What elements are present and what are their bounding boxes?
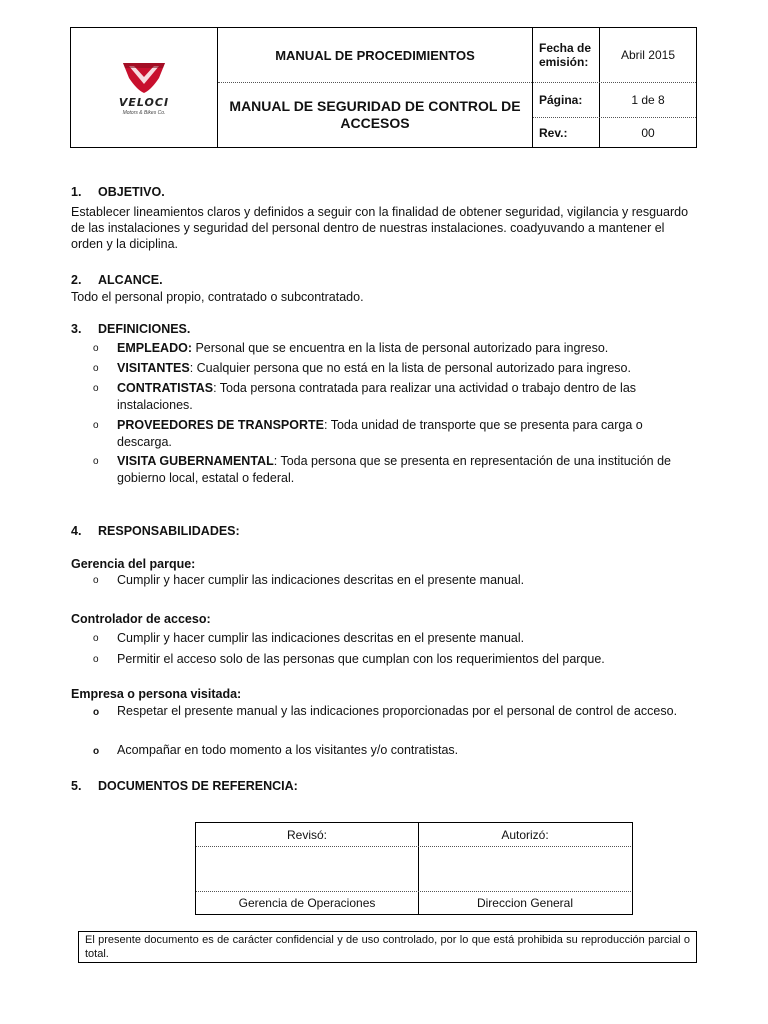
bullet-icon: o [93, 363, 99, 374]
confidentiality-notice: El presente documento es de carácter confidencial y de uso controlado, por lo que está prohibida su reproducción parcial o total. [78, 931, 697, 963]
subheading-gerencia: Gerencia del parque: [71, 557, 196, 571]
reviso-label: Revisó: [286, 827, 327, 842]
bullet-icon: o [93, 633, 99, 644]
responsibility-item: o Cumplir y hacer cumplir las indicaciones descritas en el presente manual. [93, 573, 525, 587]
section-heading-objetivo: 1. OBJETIVO. [71, 185, 165, 199]
rev-label: Rev.: [539, 125, 568, 140]
bullet-icon: o [93, 343, 99, 354]
subheading-empresa: Empresa o persona visitada: [71, 687, 242, 701]
definition-item: o CONTRATISTAS: Toda persona contratada para realizar una actividad o trabajo dentro de las instalaciones. [93, 381, 637, 412]
autorizo-label: Autorizó: [501, 827, 549, 842]
bullet-icon: o [93, 420, 99, 431]
bullet-icon: o [93, 383, 99, 394]
pagina-label: Página: [539, 93, 583, 107]
section-heading-documentos: 5. DOCUMENTOS DE REFERENCIA: [71, 779, 298, 793]
reviso-signature-space [196, 847, 418, 891]
alcance-text: Todo el personal propio, contratado o subcontratado. [71, 290, 364, 304]
section-heading-responsabilidades: 4. RESPONSABILIDADES: [71, 524, 240, 538]
section-heading-definiciones: 3. DEFINICIONES. [71, 322, 191, 336]
definition-item: o VISITA GUBERNAMENTAL: Toda persona que se presenta en representación de una institución de gobierno local, estatal o federal. [93, 454, 671, 485]
signature-table [195, 822, 633, 915]
manual-main-title: MANUAL DE SEGURIDAD DE CONTROL DE ACCESOS [229, 98, 521, 131]
manual-type-title: MANUAL DE PROCEDIMIENTOS [275, 47, 475, 63]
responsibility-item: o Cumplir y hacer cumplir las indicaciones descritas en el presente manual. [93, 631, 525, 645]
autorizo-name: Direccion General [476, 896, 574, 910]
bullet-icon: o [93, 654, 99, 665]
rev-value: 00 [641, 125, 655, 140]
brand-subtitle: Motors & Bikes Co. [122, 109, 166, 116]
responsibility-item: o Permitir el acceso solo de las personas que cumplan con los requerimientos del parque. [93, 652, 605, 666]
company-logo [71, 28, 217, 147]
document-header-table [70, 27, 697, 148]
definition-item: o PROVEEDORES DE TRANSPORTE: Toda unidad de transporte que se presenta para carga o descarga. [93, 418, 643, 449]
bullet-icon: o [93, 456, 99, 467]
definition-item: o VISITANTES: Cualquier persona que no está en la lista de personal autorizado para ingreso. [93, 361, 631, 375]
veloci-shield-icon [121, 60, 167, 94]
bullet-icon: o [93, 575, 99, 586]
section-heading-alcance: 2. ALCANCE. [71, 273, 163, 287]
bullet-icon: o [93, 707, 100, 718]
fecha-label: Fecha de emisión: [539, 41, 592, 69]
subheading-controlador: Controlador de acceso: [71, 612, 211, 626]
definition-item: o EMPLEADO: Personal que se encuentra en la lista de personal autorizado para ingreso. [93, 341, 609, 355]
reviso-name: Gerencia de Operaciones [238, 896, 376, 910]
pagina-value: 1 de 8 [631, 93, 665, 107]
bullet-icon: o [93, 746, 100, 757]
responsibility-item: o Acompañar en todo momento a los visitantes y/o contratistas. [93, 740, 698, 761]
fecha-value: Abril 2015 [620, 48, 676, 62]
brand-name: VELOCI [118, 95, 170, 109]
objetivo-text: Establecer lineamientos claros y definidos a seguir con la finalidad de obtener seguridad, vigilancia y resguardo de las instalaciones y seguridad del personal dentro de nuestras instalaciones. coadyuvando a mantener el orden y la diciplina. [71, 205, 689, 251]
autorizo-signature-space [419, 847, 631, 891]
responsibility-item: o Respetar el presente manual y las indicaciones proporcionadas por el personal de control de acceso. [93, 701, 698, 722]
